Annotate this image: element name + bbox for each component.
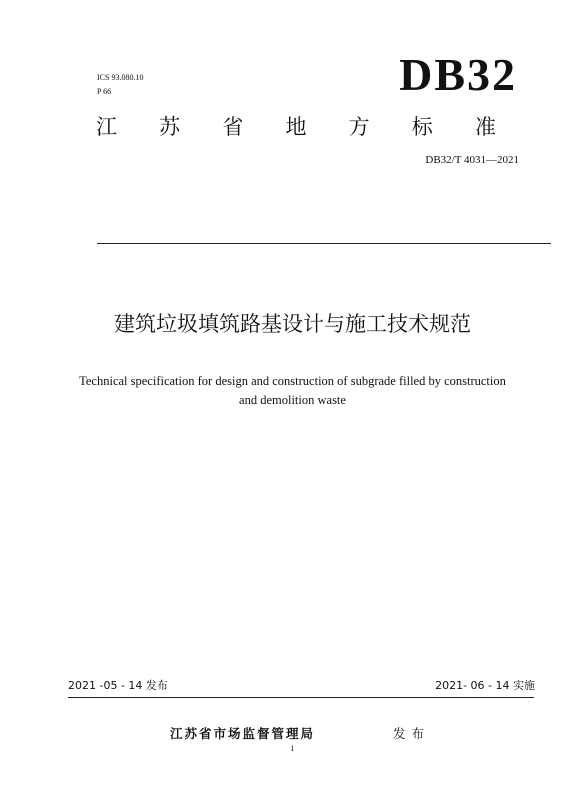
ics-code: ICS 93.080.10 <box>97 73 144 82</box>
issue-date: 2021 -05 - 14 发布 <box>68 679 168 692</box>
standard-type-heading <box>96 114 496 140</box>
implementation-date: 2021- 06 - 14 实施 <box>435 679 535 692</box>
title-english-line-1: Technical specification for design and construction of subgrade filled by construction <box>79 374 506 388</box>
standard-type-char: 江 <box>96 115 117 139</box>
standard-type-char: 标 <box>411 115 433 139</box>
title-english <box>40 372 545 410</box>
title-chinese: 建筑垃圾填筑路基设计与施工技术规范 <box>114 312 471 336</box>
bottom-divider <box>68 697 534 698</box>
ccs-code: P 66 <box>97 87 112 96</box>
top-divider <box>97 243 551 244</box>
standard-type-char: 地 <box>285 115 307 139</box>
standard-number: DB32/T 4031—2021 <box>425 154 519 166</box>
standard-type-char: 方 <box>348 115 370 139</box>
standard-type-char: 苏 <box>159 115 181 139</box>
title-english-line-2: and demolition waste <box>239 393 346 407</box>
issuing-authority: 江苏省市场监督管理局 <box>170 726 316 741</box>
issue-label: 发布 <box>393 726 431 741</box>
page-number: 1 <box>290 744 295 753</box>
standard-type-char: 省 <box>222 115 244 139</box>
standard-code-logo: DB32 <box>399 49 517 100</box>
standard-type-char: 准 <box>474 115 496 139</box>
